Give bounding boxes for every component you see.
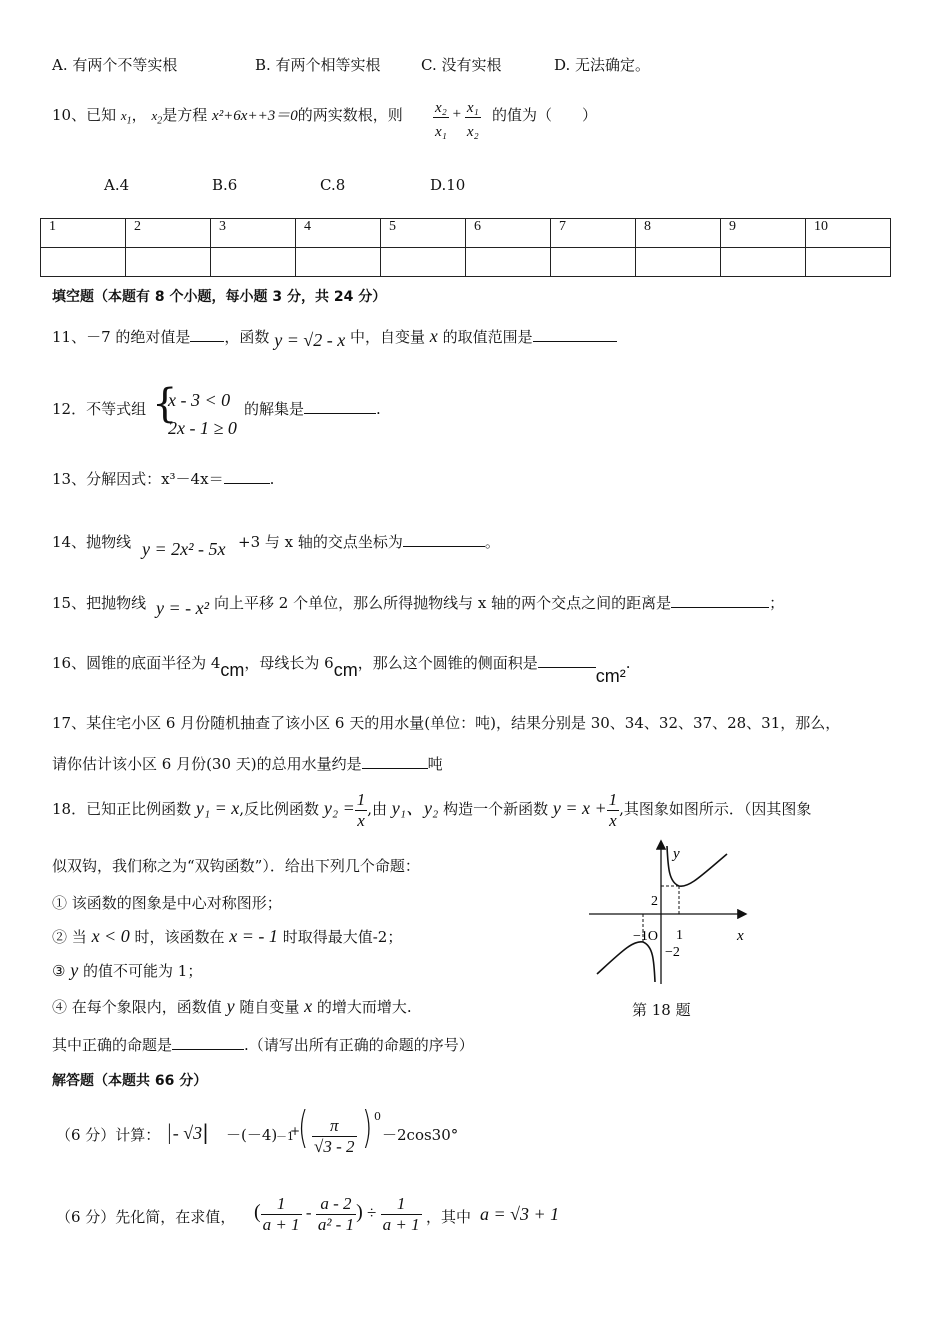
answer-cell[interactable] — [41, 248, 126, 277]
answer-table-header: 8 — [636, 219, 721, 248]
q10-plus: + — [452, 106, 462, 123]
q16-line — [52, 652, 631, 686]
q17-text-a: 请你估计该小区 6 月份(30 天)的总用水量约是 — [52, 755, 362, 773]
q20-den-1: a + 1 — [262, 1214, 300, 1234]
q18-func-2-den: x — [357, 810, 365, 830]
q10-line — [52, 104, 403, 127]
q15-label: 15、把抛物线 — [52, 594, 147, 612]
graph-label-1: 1 — [676, 928, 683, 943]
q20-divide: ÷ — [367, 1202, 377, 1222]
q20-num-3: 1 — [381, 1194, 422, 1215]
q18-text-c: ,由 — [367, 800, 388, 819]
q14-text-b: +3 与 x 轴的交点坐标为 — [238, 533, 403, 551]
q11-text-d: 的取值范围是 — [442, 328, 533, 346]
q13-text-b: . — [269, 470, 275, 488]
q20-expression: ( $\frac{1}{a + 1}$ - $\frac{a - 2}{\text{a² - 1}}$ ) ÷ $\frac{1}{a + 1}$ — [254, 1194, 420, 1234]
q12-line1: x - 3 < 0 — [168, 390, 231, 410]
q19-fraction — [312, 1116, 357, 1156]
q15-tail — [214, 592, 784, 613]
q10-prefix: 10、已知 — [52, 106, 117, 124]
q11-variable: x — [429, 326, 438, 346]
q16-text-d: . — [625, 654, 631, 672]
q18-p3-text-b: 的值不可能为 1； — [83, 962, 203, 980]
q18-answer-line — [52, 1034, 474, 1055]
q18-func-4: y = x + — [552, 798, 607, 819]
q18-p2-point: x = - 1 — [229, 926, 278, 946]
q19-denominator: √3 - 2 — [314, 1136, 355, 1156]
q9-option-b: B. 有两个相等实根 — [255, 56, 381, 74]
answer-table-header-row — [41, 219, 891, 248]
q11-text-c: 中，自变量 — [349, 328, 425, 346]
curve-left-branch — [597, 942, 655, 982]
answer-table-header: 9 — [721, 219, 806, 248]
answer-cell[interactable] — [211, 248, 296, 277]
q20-den-2: a² - 1 — [317, 1214, 355, 1234]
q18-p2-condition: x < 0 — [91, 926, 130, 946]
q16-text-c: ，那么这个圆锥的侧面积是 — [357, 654, 538, 672]
q19-neg4: －(－4) — [226, 1126, 278, 1144]
q18-proposition-3 — [52, 960, 202, 981]
q12-label: 12．不等式组 — [52, 400, 147, 418]
q18-graph — [585, 838, 765, 988]
q10-after: 的两实数根，则 — [297, 106, 403, 124]
q18-proposition-1: ① 该函数的图象是中心对称图形； — [52, 894, 282, 912]
q18-proposition-4 — [52, 996, 412, 1017]
q18-func-2-num: 1 — [356, 790, 366, 809]
q18-line-2: 似双钩，我们称之为“双钩函数”）．给出下列几个命题： — [52, 857, 420, 875]
q10-num-a: x₂ — [433, 100, 449, 118]
q10-x1: x — [120, 108, 127, 123]
section-solve-heading: 解答题（本题共 66 分） — [52, 1073, 208, 1089]
q16-unit-3: cm² — [595, 666, 626, 686]
q20-minus: - — [305, 1202, 312, 1222]
graph-label-x: x — [737, 928, 744, 944]
q18-p4-var-y: y — [226, 996, 235, 1016]
q10-option-a: A.4 — [104, 176, 130, 194]
q19-zero-exp: 0 — [374, 1110, 381, 1123]
q14-blank[interactable] — [403, 546, 485, 547]
q17-line-1: 17、某住宅小区 6 月份随机抽查了该小区 6 天的用水量(单位：吨)，结果分别是 30、34、32、37、28、31，那么， — [52, 714, 841, 732]
q9-option-c: C. 没有实根 — [421, 56, 502, 74]
answer-cell[interactable] — [296, 248, 381, 277]
graph-label-y: y — [673, 846, 680, 862]
q11-text-b: ，函数 — [224, 328, 270, 346]
q10-num-b: x₁ — [465, 100, 481, 118]
graph-label-neg2: −2 — [665, 945, 680, 960]
q18-caption: 第 18 题 — [632, 1001, 691, 1019]
q19-pi: π — [312, 1116, 357, 1137]
answer-table — [40, 218, 891, 277]
q15-function: y = - x² — [156, 598, 210, 618]
q18-p2-text-a: ② 当 — [52, 928, 87, 946]
q13-text-a: 13、分解因式：x³－4x＝ — [52, 470, 224, 488]
q10-mid: 是方程 — [162, 106, 208, 124]
q20-label: （6 分）先化简，在求值， — [56, 1208, 236, 1226]
q20-where: ，其中 — [426, 1208, 472, 1226]
q18-p2-text-c: 时取得最大值-2； — [282, 928, 403, 946]
q18-text-a: 18．已知正比例函数 — [52, 800, 192, 819]
answer-table-header: 6 — [466, 219, 551, 248]
q10-fraction-expr — [433, 100, 481, 142]
q20-den-3: a + 1 — [382, 1214, 420, 1234]
q10-option-b: B.6 — [212, 176, 238, 194]
q10-suffix: 的值为（ ） — [492, 106, 598, 124]
q10-sub2: 2 — [157, 115, 163, 127]
q18-answer-text-b: .（请写出所有正确的命题的序号） — [244, 1036, 474, 1054]
q12-text-b: 的解集是 — [244, 400, 305, 418]
answer-table-header: 10 — [806, 219, 891, 248]
q20-condition: a = √3 + 1 — [480, 1204, 560, 1224]
graph-label-neg1-o: −1O — [633, 929, 659, 944]
q19-plus: + — [290, 1124, 301, 1138]
q18-func-3: y₁、y₂ — [391, 798, 439, 819]
q18-text-d: 构造一个新函数 — [443, 800, 549, 819]
q18-func-2: y₂ = — [323, 798, 355, 819]
answer-cell[interactable] — [806, 248, 891, 277]
q12-tail — [244, 398, 381, 419]
q16-text-b: ，母线长为 6 — [244, 654, 334, 672]
q14-text-c: 。 — [484, 533, 500, 551]
q19-cos: －2cos30° — [382, 1126, 459, 1144]
answer-table-header: 3 — [211, 219, 296, 248]
q10-option-c: C.8 — [320, 176, 346, 194]
answer-table-header: 4 — [296, 219, 381, 248]
q10-option-d: D.10 — [430, 176, 466, 194]
answer-cell[interactable] — [636, 248, 721, 277]
q11-blank-2[interactable] — [533, 341, 617, 342]
answer-table-answer-row — [41, 248, 891, 277]
q16-unit-2: cm — [333, 660, 358, 680]
q12-text-c: . — [376, 400, 381, 418]
q16-unit-1: cm — [220, 660, 245, 680]
q12-line2: 2x - 1 ≥ 0 — [168, 418, 237, 438]
q15-text-c: ； — [769, 594, 785, 612]
q10-x2: x — [151, 108, 158, 123]
answer-table-header: 7 — [551, 219, 636, 248]
q10-den-b: x₂ — [466, 124, 479, 141]
q15-blank[interactable] — [671, 607, 769, 608]
q14-function: y = 2x² - 5x — [142, 539, 226, 559]
q10-comma: ， — [131, 106, 147, 124]
q20-num-1: 1 — [261, 1194, 302, 1215]
answer-table-header: 5 — [381, 219, 466, 248]
q11-line — [52, 326, 617, 350]
q10-equation: x²+6x++3＝0 — [212, 108, 298, 124]
answer-table-header: 2 — [126, 219, 211, 248]
q18-p3-var: y — [70, 960, 79, 980]
q18-answer-text-a: 其中正确的命题是 — [52, 1036, 173, 1054]
q18-p4-text-b: 随自变量 — [239, 998, 300, 1016]
q17-text-b: 吨 — [427, 755, 443, 773]
q18-func-4-num: 1 — [608, 790, 618, 809]
q11-blank-1[interactable] — [190, 341, 224, 342]
answer-cell[interactable] — [126, 248, 211, 277]
q16-blank[interactable] — [538, 667, 596, 668]
q18-p4-text-a: ④ 在每个象限内，函数值 — [52, 998, 222, 1016]
q10-den-a: x₁ — [435, 124, 447, 141]
q18-func-4-den: x — [609, 810, 617, 830]
q19-abs: |- √3| — [166, 1120, 209, 1144]
q18-p4-text-c: 的增大而增大. — [316, 998, 412, 1016]
answer-cell[interactable] — [381, 248, 466, 277]
q14-tail — [238, 531, 500, 552]
q16-text-a: 16、圆锥的底面半径为 4 — [52, 654, 221, 672]
q19-abs-content: - √3 — [172, 1123, 203, 1143]
answer-cell[interactable] — [721, 248, 806, 277]
q18-line-1 — [52, 790, 811, 830]
q18-text-e: ,其图象如图所示．（因其图象 — [619, 800, 812, 819]
q11-text-a: 11、－7 的绝对值是 — [52, 328, 191, 346]
q18-func-1: y₁ = x — [195, 798, 240, 819]
answer-cell[interactable] — [551, 248, 636, 277]
q19-label: （6 分）计算： — [56, 1126, 161, 1144]
q12-brace: { — [152, 381, 178, 427]
section-fill-heading: 填空题（本题有 8 个小题，每小题 3 分，共 24 分） — [52, 289, 387, 305]
q19-paren-left: ( — [298, 1102, 309, 1153]
q11-function: y = √2 - x — [274, 330, 346, 350]
q14-label: 14、抛物线 — [52, 533, 132, 551]
q18-p4-var-x: x — [304, 996, 313, 1016]
q17-line-2 — [52, 753, 443, 774]
answer-table-header: 1 — [41, 219, 126, 248]
q9-option-a: A. 有两个不等实根 — [52, 56, 178, 74]
q17-blank[interactable] — [362, 768, 428, 769]
q13-line — [52, 468, 274, 489]
q20-num-2: a - 2 — [316, 1194, 356, 1215]
q13-blank[interactable] — [224, 483, 270, 484]
q18-proposition-2 — [52, 926, 402, 947]
answer-cell[interactable] — [466, 248, 551, 277]
graph-label-2: 2 — [651, 894, 658, 909]
q18-blank[interactable] — [172, 1049, 244, 1050]
q18-p3-text-a: ③ — [52, 962, 66, 980]
q18-text-b: ,反比例函数 — [239, 800, 320, 819]
q15-text-b: 向上平移 2 个单位，那么所得抛物线与 x 轴的两个交点之间的距离是 — [214, 594, 672, 612]
q19-paren-right: ) — [362, 1102, 373, 1153]
q19-exponent: －1 — [276, 1130, 294, 1143]
q10-sub1: 1 — [126, 115, 132, 127]
q9-option-d: D. 无法确定。 — [554, 56, 651, 74]
q12-blank[interactable] — [304, 413, 376, 414]
q18-p2-text-b: 时，该函数在 — [134, 928, 225, 946]
